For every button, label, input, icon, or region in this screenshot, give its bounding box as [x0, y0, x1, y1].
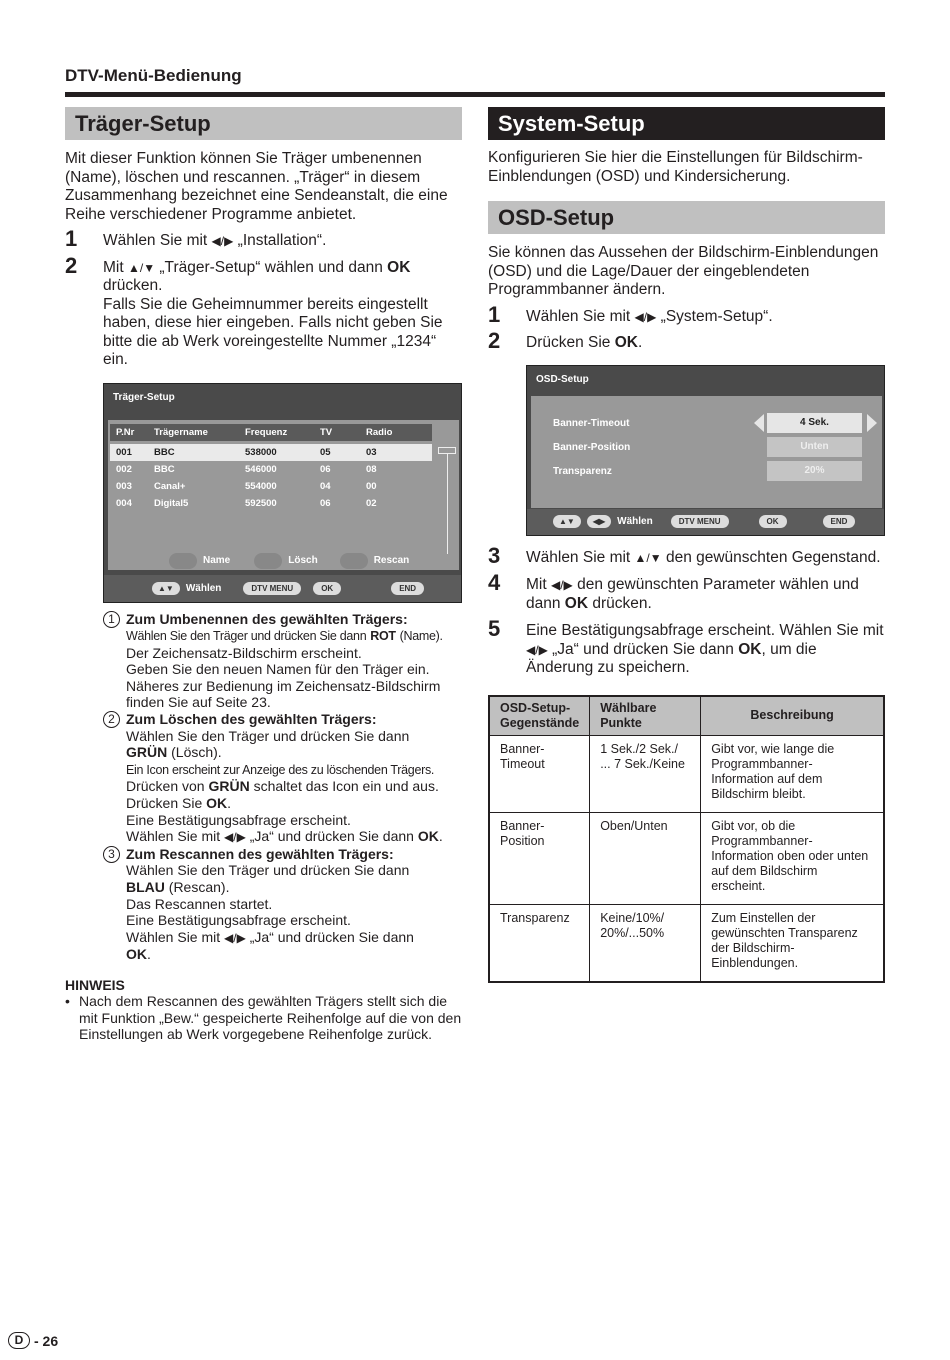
circle-number-1: 1: [103, 611, 120, 628]
step-number: 3: [488, 542, 501, 568]
left-step-2: 2 Mit ▲/▼ „Träger-Setup“ wählen und dann OK drücken. Falls Sie die Geheimnummer bereits eingestellt haben, diese hier eingeben. Falls nicht geben Sie bitte die ab Werk voreingestellte Nummer „1234“ ein.: [65, 259, 462, 370]
green-button-icon: [254, 553, 282, 569]
arrow-left-icon[interactable]: [754, 414, 764, 432]
rescan-instructions: 3 Zum Rescannen des gewählten Trägers: Wählen Sie den Träger und drücken Sie dann BLAU (Rescan). Das Rescannen startet. Eine Bestätigungsabfrage erscheint. Wählen Sie mit ◀/▶ „Ja“ und drücken Sie dann OK.: [65, 846, 462, 963]
screen-title: OSD-Setup: [536, 373, 589, 385]
right-step-1: 1 Wählen Sie mit ◀/▶ „System-Setup“.: [488, 301, 773, 327]
channel-row[interactable]: 003 Canal+ 554000 04 00: [116, 480, 377, 492]
page-footer: [8, 1332, 58, 1349]
bullet-icon: •: [65, 992, 70, 1009]
channel-list-panel: [108, 420, 459, 570]
channel-table: P.Nr Trägername Frequenz TV Radio 001 BBC 538000 05 03 002 BBC 546000 06 08 003 Canal+ 554000 04 00 004 Digital5 592500 06 02: [110, 424, 432, 512]
screen-footer-bar: ▲▼ ◀▶ Wählen DTV MENU OK END: [527, 509, 884, 535]
language-badge: D: [8, 1332, 30, 1349]
traeger-intro: Mit dieser Funktion können Sie Träger umbenennen (Name), löschen und rescannen. „Träger“ in diesem Zusammenhang bezeichnet eine Sendeanstalt, die eine Reihe verschiedener Programme anbietet.: [65, 150, 448, 223]
right-step-5: 5 Eine Bestätigungsabfrage erscheint. Wählen Sie mit ◀/▶ „Ja“ und drücken Sie dann OK, um die Änderung zu speichern.: [488, 616, 884, 676]
right-step-4: 4 Mit ◀/▶ den gewünschten Parameter wählen und dann OK drücken.: [488, 570, 859, 612]
osd-settings-panel: [531, 396, 882, 508]
header-rule: [65, 92, 885, 97]
banner-timeout-value[interactable]: 4 Sek.: [767, 413, 862, 433]
banner-timeout-label: Banner-Timeout: [553, 417, 630, 429]
up-down-arrow-icon: ▲/▼: [634, 550, 662, 565]
screen-footer-bar: ▲▼ Wählen DTV MENU OK END: [104, 575, 461, 602]
banner-position-label: Banner-Position: [553, 441, 631, 453]
osd-setup-intro: Sie können das Aussehen der Bildschirm-Einblendungen (OSD) und die Lage/Dauer der eingeblendeten Programmbanner ändern.: [488, 244, 879, 298]
left-right-arrow-icon: ◀/▶: [634, 309, 657, 324]
osd-setup-screen: [526, 365, 885, 536]
left-step-1: 1 Wählen Sie mit ◀/▶ „Installation“.: [65, 226, 327, 251]
left-right-arrow-icon: ◀/▶: [211, 234, 234, 248]
channel-row[interactable]: 002 BBC 546000 06 08: [116, 463, 377, 475]
circle-number-2: 2: [103, 711, 120, 728]
color-button-bar: Name Lösch Rescan: [169, 553, 409, 569]
table-row: Banner-Position Oben/Unten Gibt vor, ob die Programmbanner-Information oben oder unten auf dem Bildschirm erscheint.: [489, 812, 884, 904]
red-button-icon: [169, 553, 197, 569]
left-right-arrow-icon: ◀/▶: [550, 578, 573, 592]
right-column: [488, 107, 885, 983]
circle-number-3: 3: [103, 846, 120, 863]
step-number: 1: [488, 301, 501, 327]
scrollbar-thumb[interactable]: [438, 447, 456, 454]
delete-instructions: 2 Zum Löschen des gewählten Trägers: Wählen Sie den Träger und drücken Sie dann GRÜN (Lösch). Ein Icon erscheint zur Anzeige des zu löschenden Trägers. Drücken von GRÜN schaltet das Icon ein und aus. Drücken Sie OK. Eine Bestätigungsabfrage erscheint. Wählen Sie mit ◀/▶ „Ja“ und drücken Sie dann OK.: [65, 711, 462, 846]
left-column: [65, 107, 462, 1043]
transparency-value[interactable]: 20%: [767, 461, 862, 481]
banner-position-value[interactable]: Unten: [767, 437, 862, 457]
step-number: 5: [488, 616, 501, 641]
rename-instructions: 1 Zum Umbenennen des gewählten Trägers: Wählen Sie den Träger und drücken Sie dann ROT (Name). Der Zeichensatz-Bildschirm erscheint. Geben Sie den neuen Namen für den Träger ein. Näheres zur Bedienung im Zeichensatz-Bildschirm finden Sie auf Seite 23.: [65, 611, 462, 712]
system-setup-heading: System-Setup: [488, 107, 885, 140]
step-number: 2: [65, 252, 78, 278]
channel-row[interactable]: 004 Digital5 592500 06 02: [116, 497, 377, 509]
step-number: 1: [65, 226, 78, 251]
table-row: Banner-Timeout 1 Sek./2 Sek./ ... 7 Sek./Keine Gibt vor, wie lange die Programmbanner-Information auf dem Bildschirm bleibt.: [489, 735, 884, 812]
dtv-menu-pill: DTV MENU: [671, 515, 729, 528]
left-right-arrow-icon: ◀/▶: [526, 642, 548, 657]
hinweis-note: • Nach dem Rescannen des gewählten Trägers stellt sich die mit Funktion „Bew.“ gespeicherte Reihenfolge auf die von den Einstellungen ab Werk vorgegebene Reihenfolge zurück.: [65, 992, 462, 1043]
step-2-note: Falls Sie die Geheimnummer bereits eingestellt haben, diese hier eingeben. Falls nicht geben Sie bitte die ab Werk voreingestellte Nummer „1234“ ein.: [103, 295, 443, 368]
dtv-menu-pill: DTV MENU: [243, 582, 301, 595]
traeger-setup-heading: Träger-Setup: [65, 107, 462, 140]
right-step-3: 3 Wählen Sie mit ▲/▼ den gewünschten Gegenstand.: [488, 542, 881, 568]
traeger-setup-screen: [103, 383, 462, 603]
system-setup-intro: Konfigurieren Sie hier die Einstellungen für Bildschirm-Einblendungen (OSD) und Kindersicherung.: [488, 149, 863, 185]
ok-pill: OK: [313, 582, 341, 595]
end-pill: END: [391, 582, 424, 595]
blue-button-icon: [340, 553, 368, 569]
osd-options-table: OSD-Setup-Gegenstände Wählbare Punkte Beschreibung Banner-Timeout 1 Sek./2 Sek./ ... 7 Sek./Keine Gibt vor, wie lange die Programmbanner-Information auf dem Bildschirm bleibt. Banner-Position Oben/Unten Gibt vor, ob die Programmbanner-Information oben oder unten auf dem Bildschirm erscheint. Transparenz Keine/10%/ 20%/...50% Zum Einstellen der gewünschten Transparenz der Bildschirm-Einblendungen.: [488, 695, 885, 983]
step-number: 4: [488, 570, 501, 595]
hinweis-heading: HINWEIS: [65, 976, 125, 993]
up-down-arrow-icon: ▲/▼: [127, 260, 156, 275]
page-section-header: DTV-Menü-Bedienung: [65, 66, 242, 85]
arrow-right-icon[interactable]: [867, 414, 877, 432]
left-right-nav-icon: ◀▶: [587, 515, 611, 528]
transparency-label: Transparenz: [553, 465, 612, 477]
scrollbar-track[interactable]: [447, 454, 448, 554]
step-number: 2: [488, 328, 501, 353]
osd-setup-heading: OSD-Setup: [488, 201, 885, 234]
ok-pill: OK: [759, 515, 787, 528]
page-number: - 26: [34, 1332, 59, 1349]
end-pill: END: [823, 515, 856, 528]
screen-title: Träger-Setup: [113, 391, 175, 403]
left-right-arrow-icon: ◀/▶: [224, 830, 246, 845]
up-down-nav-icon: ▲▼: [152, 582, 180, 595]
left-right-arrow-icon: ◀/▶: [224, 930, 246, 945]
table-row: Transparenz Keine/10%/ 20%/...50% Zum Einstellen der gewünschten Transparenz der Bildschirm-Einblendungen.: [489, 904, 884, 982]
channel-row-selected[interactable]: 001 BBC 538000 05 03: [110, 444, 432, 461]
up-down-nav-icon: ▲▼: [553, 515, 581, 528]
right-step-2: 2 Drücken Sie OK.: [488, 328, 643, 353]
